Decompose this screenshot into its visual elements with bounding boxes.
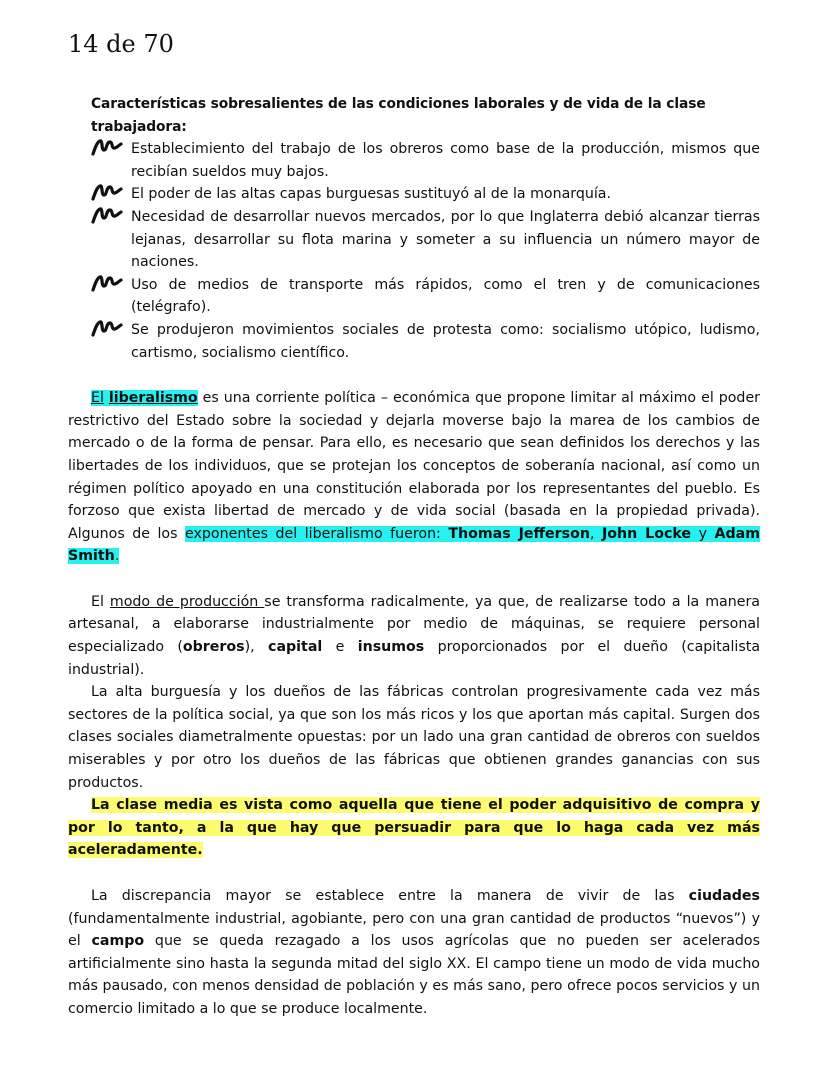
list-item-text: Necesidad de desarrollar nuevos mercados, por lo que Inglaterra debió alcanzar tierras lejanas, desarrollar su flota marina y someter a su influencia un número mayor de naciones. [131, 208, 760, 271]
production-mode-term: modo de producción [109, 593, 265, 610]
list-item-text: El poder de las altas capas burguesas sustituyó al de la monarquía. [131, 186, 612, 203]
middle-class-paragraph [68, 794, 760, 862]
list-item [91, 183, 760, 206]
discrepancy-paragraph [68, 885, 760, 1021]
liberalism-body: es una corriente política – económica que propone limitar al máximo el poder restrictivo del Estado sobre la sociedad y dejarla moverse bajo la marea de los cambios de mercado o de la forma de pensar. Para ello, es necesario que sean definidos los derechos y las libertades de los individuos, que se protejan los conceptos de soberanía nacional, así como un régimen político apoyado en una constitución elaborada por los representantes del pueblo. Es forzoso que exista libertad de mercado y de vida social (basada en la propiedad privada). Algunos de los [68, 390, 761, 542]
squiggle-bullet-icon [91, 274, 123, 292]
list-item [91, 138, 760, 183]
liberalism-term: liberalismo [108, 390, 198, 407]
squiggle-bullet-icon [91, 183, 123, 201]
characteristics-heading: Características sobresalientes de las condiciones laborales y de vida de la clase trabajadora: [91, 96, 706, 135]
list-item-text: Uso de medios de transporte más rápidos, como el tren y de comunicaciones (telégrafo). [131, 276, 760, 316]
exponent-name: Adam Smith [68, 525, 761, 565]
separator: , [589, 525, 602, 542]
bold-term: campo [91, 933, 145, 950]
list-item-text: Se produjeron movimientos sociales de protesta como: socialismo utópico, ludismo, cartismo, socialismo científico. [131, 321, 760, 361]
text-run: que se queda rezagado a los usos agrícolas que no pueden ser acelerados artificialmente sino hasta la segunda mitad del siglo XX. El campo tiene un modo de vida mucho más pausado, con menos densidad de población y es más sano, pero ofrece pocos servicios y un comercio limitado a lo que se produce localmente. [68, 933, 760, 1017]
text-run: El [91, 593, 110, 610]
exponent-name: Thomas Jefferson [448, 525, 590, 542]
text-run: ), [244, 639, 269, 656]
exponent-name: John Locke [602, 525, 692, 542]
middle-class-highlight: La clase media es vista como aquella que tiene el poder adquisitivo de compra y por lo tanto, a la que hay que persuadir para que lo haga cada vez más aceleradamente. [68, 797, 760, 859]
list-item [91, 274, 760, 319]
squiggle-bullet-icon [91, 138, 123, 156]
text-run: se transforma radicalmente, ya que, de realizarse todo a la manera artesanal, a elaborarse industrialmente por medio de máquinas, se requiere personal especializado ( [68, 593, 760, 656]
text-run: (fundamentalmente industrial, agobiante, pero con una gran cantidad de productos “nuevos”) y el [68, 910, 760, 950]
bourgeoisie-paragraph: La alta burguesía y los dueños de las fábricas controlan progresivamente cada vez más sectores de la política social, ya que son los más ricos y los que aportan más capital. Surgen dos clases sociales diametralmente opuestas: por un lado una gran cantidad de obreros con sueldos miserables y por otro los dueños de las fábricas que obtienen grandes ganancias con sus productos. [68, 684, 760, 791]
squiggle-bullet-icon [91, 319, 123, 337]
bold-term: capital [268, 639, 323, 656]
bold-term: insumos [357, 639, 425, 656]
text-run: La discrepancia mayor se establece entre la manera de vivir de las [91, 888, 689, 904]
production-paragraph [68, 591, 760, 681]
text-run: proporcionados por el dueño (capitalista industrial). [68, 639, 761, 678]
liberalism-intro: El [91, 390, 104, 407]
list-item-text: Establecimiento del trabajo de los obreros como base de la producción, mismos que recibían sueldos muy bajos. [131, 141, 760, 180]
separator: y [691, 525, 715, 542]
bold-term: obreros [182, 639, 245, 656]
liberalism-paragraph [68, 387, 760, 568]
liberalism-exponents-lead: exponentes del liberalismo fueron: [185, 525, 449, 542]
bold-term: ciudades [688, 888, 760, 904]
list-item [91, 319, 760, 364]
document-body [68, 93, 760, 1021]
list-item [91, 206, 760, 274]
characteristics-list [68, 138, 760, 364]
squiggle-bullet-icon [91, 206, 123, 224]
page-number: 14 de 70 [68, 30, 174, 58]
text-run: e [322, 639, 358, 656]
sentence-end: . [114, 548, 120, 565]
